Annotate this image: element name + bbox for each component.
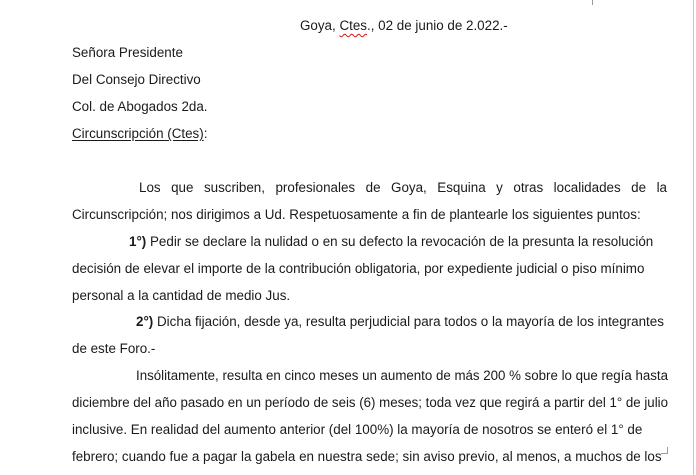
- margin-corner-mark-v: [667, 447, 668, 454]
- intro-word: Esquina: [437, 180, 486, 195]
- intro-word: de: [365, 180, 381, 195]
- intro-word: localidades: [553, 180, 621, 195]
- intro-word: profesionales: [275, 180, 356, 195]
- recipient-colon: :: [203, 126, 208, 141]
- point-1-text-1: Pedir se declare la nulidad o en su defecto la revocación de la presunta la resolución: [150, 234, 654, 249]
- point-2-line-2: de este Foro.-: [72, 341, 156, 356]
- date-place-ctes: Ctes: [339, 18, 367, 33]
- point-2-line-1: [136, 314, 664, 330]
- recipient-line-1: Señora Presidente: [72, 45, 183, 60]
- recipient-line-3: Col. de Abogados 2da.: [72, 99, 208, 114]
- recipient-line-4: [72, 126, 207, 142]
- intro-word: otras: [513, 180, 544, 195]
- intro-word: suscriben,: [203, 180, 265, 195]
- point-1-line-3: personal a la cantidad de medio Jus.: [72, 288, 291, 303]
- intro-word: la: [656, 180, 667, 195]
- intro-word: y: [496, 180, 503, 195]
- paragraph-3-line-1: Insólitamente, resulta en cinco meses un aumento de más 200 % sobre lo que regía hasta: [136, 368, 668, 383]
- intro-word: de: [631, 180, 647, 195]
- recipient-circunscripcion: Circunscripción (Ctes): [72, 126, 204, 141]
- intro-line-1: [139, 180, 667, 196]
- point-1-line-1: [129, 234, 653, 250]
- date-place-prefix: Goya,: [300, 18, 340, 33]
- page-edge-mark: [592, 0, 593, 5]
- paragraph-3-line-2: diciembre del año pasado en un período de seis (6) meses; toda vez que regirá a partir del 1° de julio: [72, 395, 668, 410]
- date-line: [300, 18, 508, 34]
- page-right-edge: [693, 0, 694, 475]
- paragraph-3-line-4: febrero; cuando fue a pagar la gabela en nuestra sede; sin aviso previo, al menos, a muchos de los: [72, 449, 662, 464]
- recipient-line-2: Del Consejo Directivo: [72, 72, 201, 87]
- point-1-line-2: decisión de elevar el importe de la contribución obligatoria, por expediente judicial o piso mínimo: [72, 261, 645, 276]
- date-place-suffix: ., 02 de junio de 2.022.-: [367, 18, 508, 33]
- point-2-text-1: Dicha fijación, desde ya, resulta perjudicial para todos o la mayoría de los integrantes: [157, 314, 664, 329]
- point-1-number: 1°): [129, 234, 147, 249]
- intro-line-2: Circunscripción; nos dirigimos a Ud. Respetuosamente a fin de plantearle los siguientes puntos:: [72, 207, 641, 222]
- intro-word: Goya,: [391, 180, 427, 195]
- point-2-number: 2°): [136, 314, 154, 329]
- intro-word: que: [171, 180, 194, 195]
- intro-word: Los: [139, 180, 161, 195]
- paragraph-3-line-3: inclusive. En realidad del aumento anterior (del 100%) la mayoría de nosotros se enteró el 1° de: [72, 422, 643, 437]
